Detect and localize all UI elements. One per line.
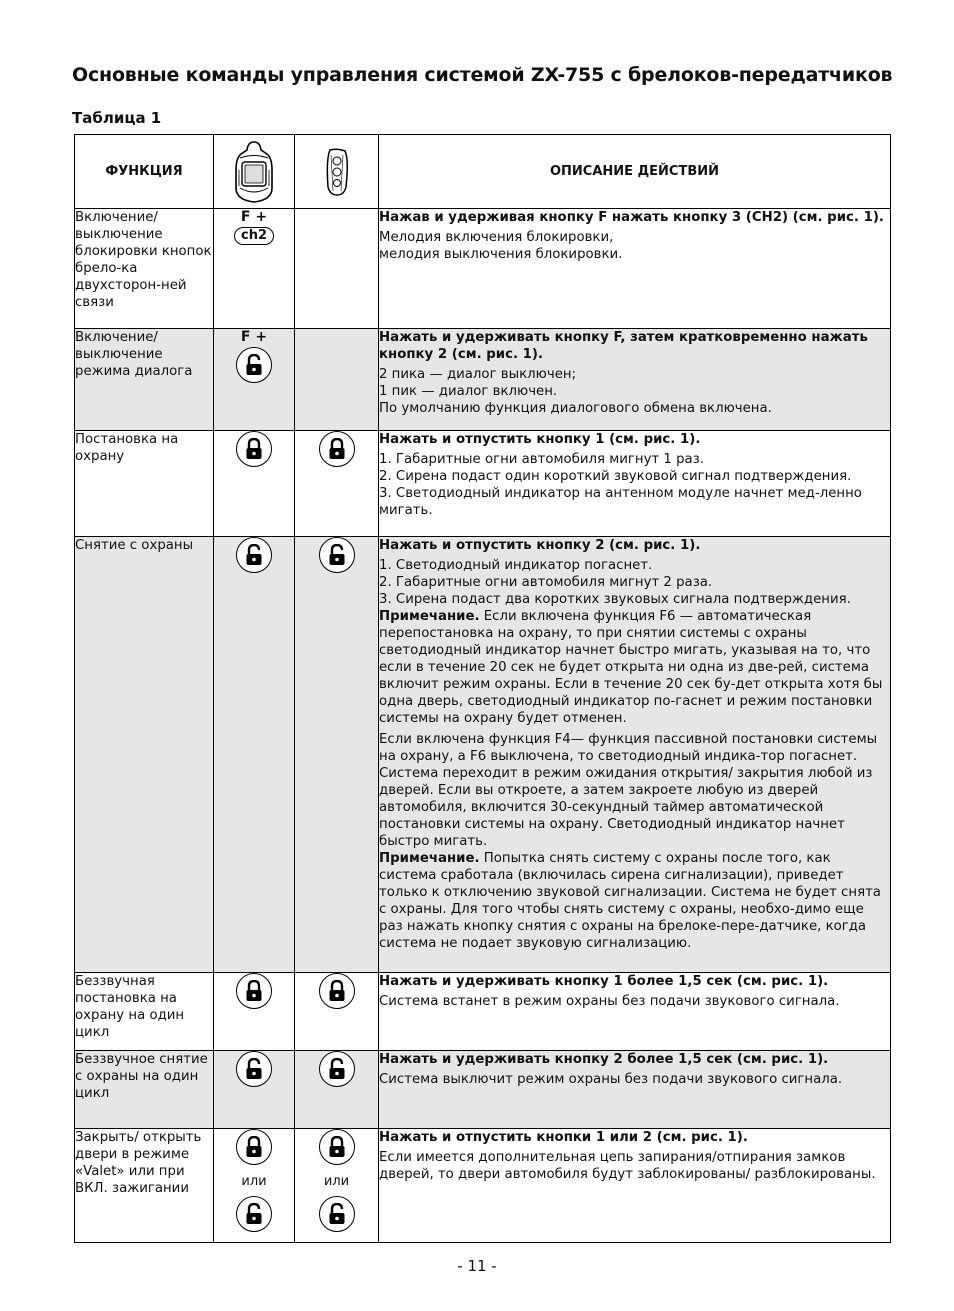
row-description bbox=[379, 973, 891, 1051]
small-fob-cell bbox=[295, 973, 379, 1051]
row-function: Беззвучная постановка на охрану на один цикл bbox=[75, 973, 214, 1051]
lcd-fob-cell bbox=[214, 431, 295, 537]
unlocked-padlock-icon bbox=[319, 537, 355, 573]
row-action: Нажать и удерживать кнопку F, затем кратковременно нажать кнопку 2 (см. рис. 1). bbox=[379, 330, 868, 362]
row-function: Включение/ выключение блокировки кнопок брело-ка двухсторон-ней связи bbox=[75, 209, 214, 329]
desc-line: 3. Сирена подаст два коротких звуковых сигнала подтверждения. bbox=[379, 592, 851, 607]
row-description bbox=[379, 1129, 891, 1243]
locked-padlock-icon bbox=[319, 973, 355, 1009]
row-function: Беззвучное снятие с охраны на один цикл bbox=[75, 1051, 214, 1129]
unlocked-padlock-icon bbox=[236, 1196, 272, 1232]
desc-line: Если имеется дополнительная цепь запирания/отпирания замков дверей, то двери автомобиля будут заблокированы/ разблокированы. bbox=[379, 1150, 876, 1182]
locked-padlock-icon bbox=[319, 1129, 355, 1165]
table-row bbox=[75, 973, 891, 1051]
lcd-fob-cell bbox=[214, 329, 295, 431]
table-label: Таблица 1 bbox=[72, 109, 162, 127]
desc-line: 1. Светодиодный индикатор погаснет. bbox=[379, 558, 653, 573]
locked-padlock-icon bbox=[236, 973, 272, 1009]
header-small-fob bbox=[295, 135, 379, 209]
row-description bbox=[379, 431, 891, 537]
unlocked-padlock-icon bbox=[236, 537, 272, 573]
table-row bbox=[75, 1129, 891, 1243]
unlocked-padlock-icon bbox=[236, 347, 272, 383]
row-function: Закрыть/ открыть двери в режиме «Valet» или при ВКЛ. зажигании bbox=[75, 1129, 214, 1243]
table-row bbox=[75, 537, 891, 973]
header-lcd-fob bbox=[214, 135, 295, 209]
ch2-button: ch2 bbox=[234, 227, 274, 245]
note-label: Примечание. bbox=[379, 851, 480, 866]
note-text: Если включена функция F6 — автоматическая перепостановка на охрану, то при снятии системы с охраны светодиодный индикатор начнет быстро мигать, указывая на то, что если в течение 20 сек не будет открыта ни одна из две-рей, система включит режим охраны. Если в течение 20 сек бу-дет открыта хотя бы одна дверь, светодиодный индикатор по-гаснет и режим постановки системы на охрану будет отменен. bbox=[379, 609, 883, 726]
desc-line: 2. Сирена подаст один короткий звуковой сигнал подтверждения. bbox=[379, 469, 852, 484]
row-description bbox=[379, 1051, 891, 1129]
row-action: Нажав и удерживая кнопку F нажать кнопку 3 (CH2) (см. рис. 1). bbox=[379, 210, 884, 225]
lcd-fob-cell bbox=[214, 209, 295, 329]
small-fob-cell bbox=[295, 1051, 379, 1129]
or-label: или bbox=[323, 1174, 350, 1189]
row-action: Нажать и удерживать кнопку 2 более 1,5 сек (см. рис. 1). bbox=[379, 1052, 829, 1067]
desc-line: мелодия выключения блокировки. bbox=[379, 247, 623, 262]
desc-line: Система выключит режим охраны без подачи звукового сигнала. bbox=[379, 1072, 843, 1087]
row-action: Нажать и удерживать кнопку 1 более 1,5 сек (см. рис. 1). bbox=[379, 974, 829, 989]
note-text: Попытка снять систему с охраны после того, как система сработала (включилась сирена сигнализации), приведет только к отключению звуковой сигнализации. Система не будет снята с охраны. Для того чтобы снять систему с охраны, необхо-димо еще раз нажать кнопку снятия с охраны на брелоке-пере-датчике, когда система не подает звуковую сигнализацию. bbox=[379, 851, 881, 951]
table-row bbox=[75, 329, 891, 431]
note-paragraph bbox=[379, 850, 890, 952]
header-description: ОПИСАНИЕ ДЕЙСТВИЙ bbox=[379, 135, 891, 209]
page-number: - 11 - bbox=[457, 1257, 497, 1275]
small-fob-cell bbox=[295, 329, 379, 431]
desc-line: 3. Светодиодный индикатор на антенном модуле начнет мед-ленно мигать. bbox=[379, 486, 862, 518]
f-plus-label: F + bbox=[240, 209, 268, 225]
locked-padlock-icon bbox=[319, 431, 355, 467]
small-fob-cell bbox=[295, 1129, 379, 1243]
row-function: Снятие с охраны bbox=[75, 537, 214, 973]
lcd-fob-cell bbox=[214, 973, 295, 1051]
lcd-fob-cell bbox=[214, 537, 295, 973]
small-remote-fob-icon bbox=[324, 147, 350, 197]
unlocked-padlock-icon bbox=[236, 1051, 272, 1087]
row-function: Включение/ выключение режима диалога bbox=[75, 329, 214, 431]
desc-line: 1 пик — диалог включен. bbox=[379, 384, 558, 399]
row-function: Постановка на охрану bbox=[75, 431, 214, 537]
row-action: Нажать и отпустить кнопку 2 (см. рис. 1). bbox=[379, 538, 701, 553]
note-paragraph bbox=[379, 608, 890, 727]
row-description bbox=[379, 329, 891, 431]
page-title: Основные команды управления системой ZX-755 с брелоков-передатчиков bbox=[72, 64, 893, 86]
unlocked-padlock-icon bbox=[319, 1196, 355, 1232]
small-fob-cell bbox=[295, 431, 379, 537]
row-description bbox=[379, 209, 891, 329]
row-action: Нажать и отпустить кнопку 1 (см. рис. 1). bbox=[379, 432, 701, 447]
small-fob-cell bbox=[295, 537, 379, 973]
table-row bbox=[75, 209, 891, 329]
desc-line: По умолчанию функция диалогового обмена включена. bbox=[379, 401, 772, 416]
table-header-row bbox=[75, 135, 891, 209]
f-plus-label: F + bbox=[240, 329, 268, 345]
desc-paragraph: Если включена функция F4— функция пассивной постановки системы на охрану, а F6 выключена, то светодиодный индика-тор погаснет. Система переходит в режим ожидания открытия/ закрытия любой из дверей. Если вы откроете, а затем закроете любую из дверей автомобиля, включится 30-секундный таймер автоматической постановки системы на охрану. Светодиодный индикатор начнет быстро мигать. bbox=[379, 732, 878, 849]
lcd-remote-fob-icon bbox=[234, 140, 274, 204]
lcd-fob-cell bbox=[214, 1051, 295, 1129]
row-description bbox=[379, 537, 891, 973]
desc-line: 2. Габаритные огни автомобиля мигнут 2 раза. bbox=[379, 575, 713, 590]
desc-line: Мелодия включения блокировки, bbox=[379, 230, 614, 245]
lcd-fob-cell bbox=[214, 1129, 295, 1243]
header-function: ФУНКЦИЯ bbox=[75, 135, 214, 209]
desc-line: 2 пика — диалог выключен; bbox=[379, 367, 577, 382]
unlocked-padlock-icon bbox=[319, 1051, 355, 1087]
table-row bbox=[75, 1051, 891, 1129]
commands-table bbox=[74, 134, 891, 1243]
small-fob-cell bbox=[295, 209, 379, 329]
or-label: или bbox=[241, 1174, 267, 1189]
row-action: Нажать и отпустить кнопки 1 или 2 (см. рис. 1). bbox=[379, 1130, 748, 1145]
locked-padlock-icon bbox=[236, 1129, 272, 1165]
note-label: Примечание. bbox=[379, 609, 480, 624]
desc-line: 1. Габаритные огни автомобиля мигнут 1 раз. bbox=[379, 452, 704, 467]
table-row bbox=[75, 431, 891, 537]
locked-padlock-icon bbox=[236, 431, 272, 467]
desc-line: Система встанет в режим охраны без подачи звукового сигнала. bbox=[379, 994, 840, 1009]
